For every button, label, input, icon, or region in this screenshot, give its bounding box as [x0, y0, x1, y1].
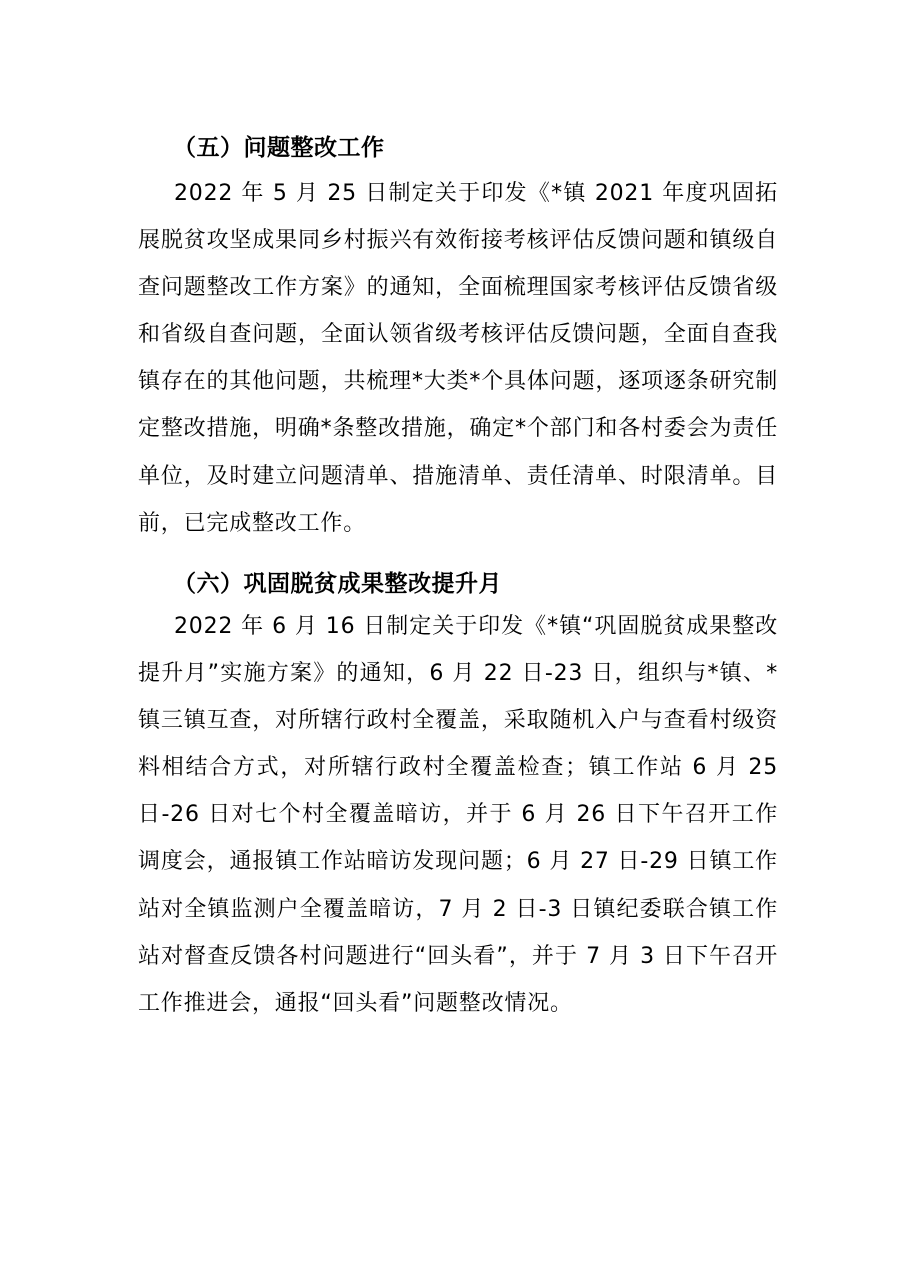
section-6-heading: （六）巩固脱贫成果整改提升月: [173, 571, 502, 597]
section-6-paragraph: 2022 年 6 月 16 日制定关于印发《*镇“巩固脱贫成果整改提升月”实施方案》的通知，6 月 22 日-23 日，组织与*镇、*镇三镇互查，对所辖行政村全覆盖，采取随机入户与查看村级资料相结合方式，对所辖行政村全覆盖检查；镇工作站 6 月 25 日-26 日对七个村全覆盖暗访，并于 6 月 26 日下午召开工作调度会，通报镇工作站暗访发现问题；6 月 27 日-29 日镇工作站对全镇监测户全覆盖暗访，7 月 2 日-3 日镇纪委联合镇工作站对督查反馈各村问题进行“回头看”，并于 7 月 3 日下午召开工作推进会，通报“回头看”问题整改情况。: [138, 614, 778, 1016]
section-5-heading: （五）问题整改工作: [173, 135, 385, 161]
section-5-paragraph: 2022 年 5 月 25 日制定关于印发《*镇 2021 年度巩固拓展脱贫攻坚成果同乡村振兴有效衔接考核评估反馈问题和镇级自查问题整改工作方案》的通知，全面梳理国家考核评估反馈省级和省级自查问题，全面认领省级考核评估反馈问题，全面自查我镇存在的其他问题，共梳理*大类*个具体问题，逐项逐条研究制定整改措施，明确*条整改措施，确定*个部门和各村委会为责任单位，及时建立问题清单、措施清单、责任清单、时限清单。目前，已完成整改工作。: [138, 181, 778, 536]
